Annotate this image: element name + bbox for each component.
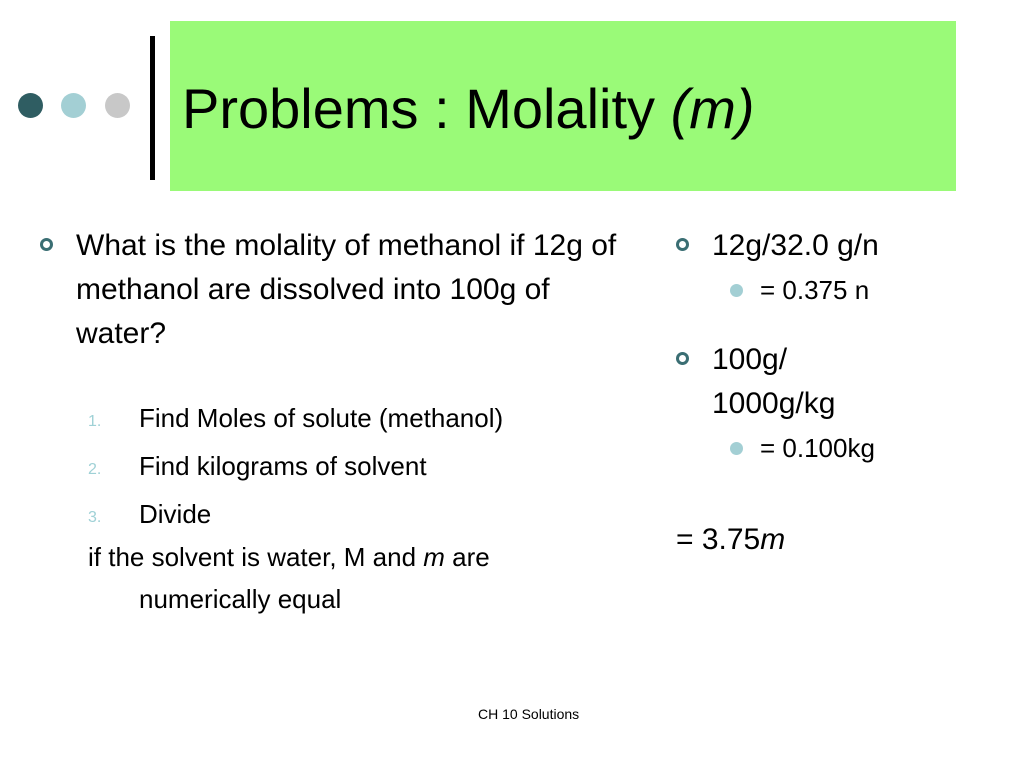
note-text-c: numerically equal [139, 584, 342, 614]
dot-bullet-icon [730, 284, 743, 297]
kilograms-text-line1: 100g/ [712, 343, 788, 376]
title-banner [170, 21, 956, 191]
moles-result [730, 268, 1006, 312]
dot-bullet-icon [730, 442, 743, 455]
step-number: 2. [88, 461, 102, 478]
step-text: Find kilograms of solvent [139, 451, 427, 481]
slide-title-text: Problems : Molality [182, 77, 671, 140]
list-item [88, 442, 640, 490]
note-symbol: m [423, 542, 445, 572]
step-text: Find Moles of solute (methanol) [139, 403, 504, 433]
steps-list [40, 394, 640, 538]
final-answer [676, 518, 1006, 562]
kilograms-result-text: = 0.100kg [760, 433, 875, 463]
step-number: 1. [88, 413, 102, 430]
slide-title [182, 77, 755, 141]
question-bullet [40, 224, 640, 356]
moles-result-text: = 0.375 n [760, 275, 870, 305]
note-text-a: if the solvent is water, M and [88, 542, 424, 572]
dot-gray-icon [105, 93, 130, 118]
question-text: What is the molality of methanol if 12g of methanol are dissolved into 100g of water? [76, 229, 617, 350]
solvent-note [40, 536, 640, 620]
slide-footer: CH 10 Solutions [478, 706, 580, 722]
kilograms-text-line2: 1000g/kg [712, 387, 836, 420]
note-text-b: are [444, 542, 490, 572]
list-item [88, 490, 640, 538]
moles-text: 12g/32.0 g/n [712, 229, 879, 262]
answer-value: = 3.75 [676, 523, 761, 556]
kilograms-result [730, 426, 1006, 470]
decorative-dots [18, 93, 133, 119]
left-column [40, 224, 640, 620]
slide-title-symbol: (m) [670, 77, 755, 140]
answer-unit: m [760, 523, 786, 556]
dot-light-icon [61, 93, 86, 118]
ring-bullet-icon [40, 238, 53, 251]
ring-bullet-icon [676, 352, 689, 365]
right-column [676, 224, 1006, 562]
step-text: Divide [139, 499, 212, 529]
list-item [88, 394, 640, 442]
ring-bullet-icon [676, 238, 689, 251]
dot-dark-icon [18, 93, 43, 118]
kilograms-bullet [676, 338, 1006, 426]
step-number: 3. [88, 509, 102, 526]
title-divider [150, 36, 155, 180]
moles-bullet [676, 224, 1006, 268]
